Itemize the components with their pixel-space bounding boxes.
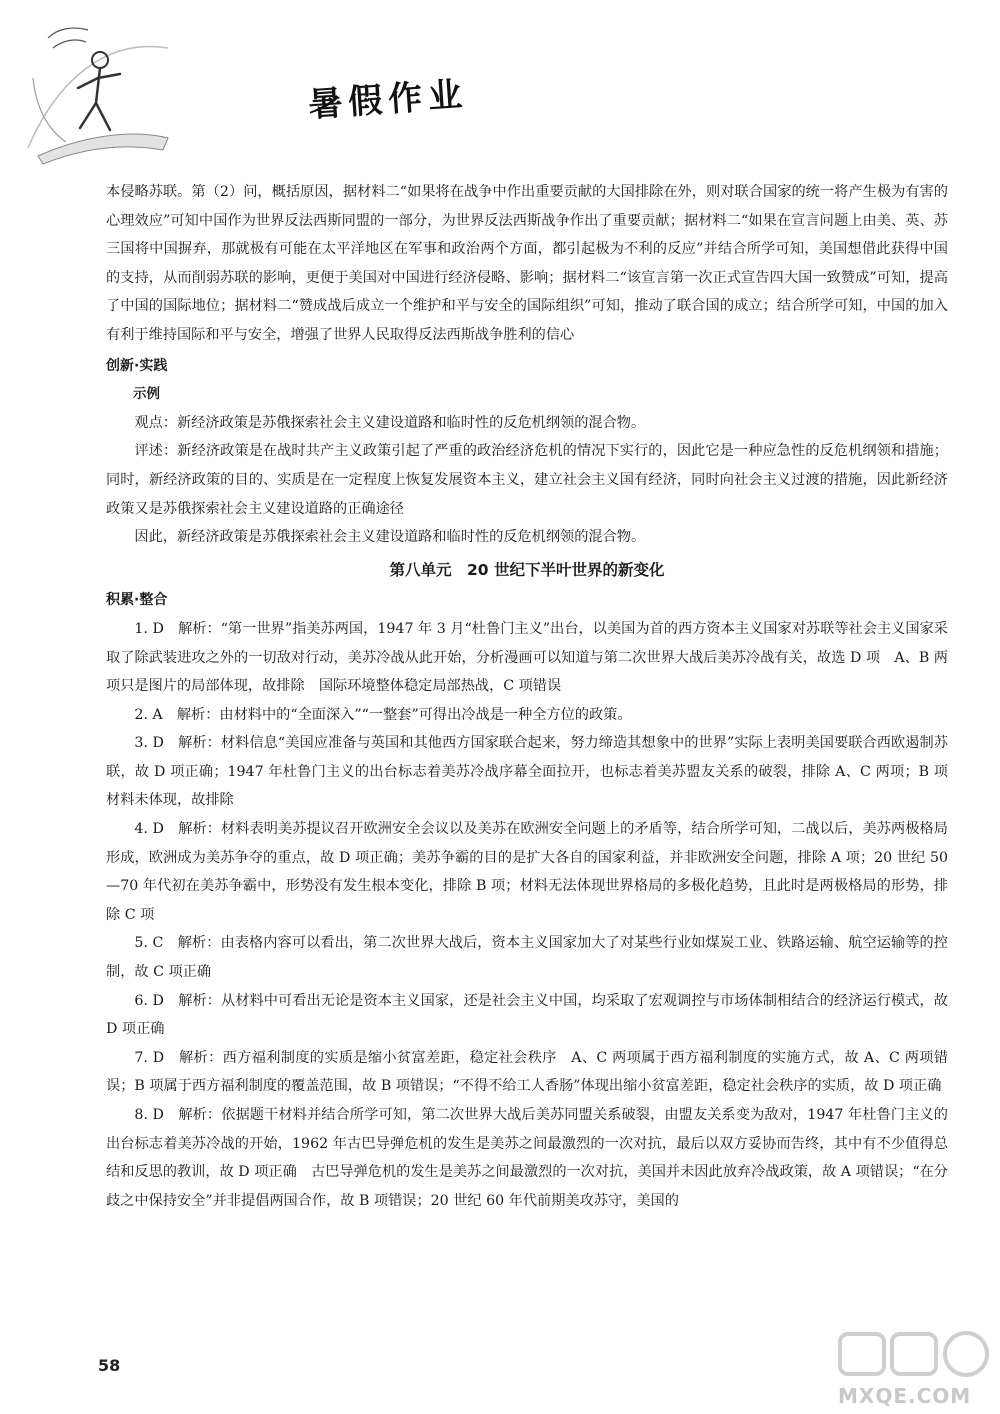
section-heading-innovation: 创新·实践 bbox=[106, 357, 168, 374]
viewpoint-paragraph: 观点：新经济政策是苏俄探索社会主义建设道路和临时性的反危机纲领的混合物。 bbox=[134, 414, 646, 431]
surfer-icon bbox=[18, 18, 178, 168]
answer-item: 5. C 解析：由表格内容可以看出，第二次世界大战后，资本主义国家加大了对某些行业如煤炭工业、铁路运输、航空运输等的控制，故 C 项正确 bbox=[106, 935, 948, 981]
unit-title: 第八单元 20 世纪下半叶世界的新变化 bbox=[389, 560, 665, 579]
answer-item: 1. D 解析：“第一世界”指美苏两国，1947 年 3 月“杜鲁门主义”出台，以美国为首的西方资本主义国家对苏联等社会主义国家采取了除武装进攻之外的一切敌对行动，美苏冷战从此开始，分析漫画可以知道与第二次世界大战后美苏冷战有关，故选 D 项 A、B 两项只是图片的局部体现，故排除 国际环境整体稳定局部热战，C 项错误 bbox=[106, 620, 948, 695]
answer-item: 4. D 解析：材料表明美苏提议召开欧洲安全会议以及美苏在欧洲安全问题上的矛盾等，结合所学可知，二战以后，美苏两极格局形成，欧洲成为美苏争夺的重点，故 D 项正确；美苏争霸的目的是扩大各自的国家利益，并非欧洲安全问题，排除 A 项；20 世纪 50—70 年代初在美苏争霸中，形势没有发生根本变化，排除 B 项；材料无法体现世界格局的多极化趋势，且此时是两极格局的形势，排除 C 项 bbox=[106, 821, 948, 923]
answer-item: 3. D 解析：材料信息“美国应准备与英国和其他西方国家联合起来，努力缔造其想象中的世界”实际上表明美国要联合西欧遏制苏联，故 D 项正确；1947 年杜鲁门主义的出台标志着美苏冷战序幕全面拉开，也标志着美苏盟友关系的破裂，排除 A、C 两项；B 项材料未体现，故排除 bbox=[106, 735, 948, 809]
example-label: 示例 bbox=[133, 386, 160, 403]
watermark-text: MXQE.COM bbox=[838, 1384, 972, 1408]
continued-answer-paragraph: 本侵略苏联。第（2）问，概括原因，据材料二“如果将在战争中作出重要贡献的大国排除在外，则对联合国家的统一将产生极为有害的心理效应”可知中国作为世界反法西斯同盟的一部分，为世界反法西斯战争作出了重要贡献；据材料二“如果在宣言问题上由美、英、苏三国将中国摒弃，那就极有可能在太平洋地区在军事和政治两个方面，都引起极为不利的反应”并结合所学可知，美国想借此获得中国的支持，从而削弱苏联的影响，更便于美国对中国进行经济侵略、影响；据材料二“该宣言第一次正式宣告四大国一致赞成”可知，提高了中国的国际地位；据材料二“赞成战后成立一个维护和平与安全的国际组织”可知，推动了联合国的成立；结合所学可知，中国的加入有利于维持国际和平与安全，增强了世界人民取得反法西斯战争胜利的信心 bbox=[106, 184, 948, 343]
page-number: 58 bbox=[98, 1356, 121, 1375]
answer-item: 2. A 解析：由材料中的“全面深入”“一整套”可得出冷战是一种全方位的政策。 bbox=[134, 706, 632, 723]
answer-item: 8. D 解析：依据题干材料并结合所学可知，第二次世界大战后美苏同盟关系破裂，由盟友关系变为敌对，1947 年杜鲁门主义的出台标志着美苏冷战的开始，1962 年古巴导弹危机的发生是美苏之间最激烈的一次对抗，最后以双方妥协而告终，其中有不少值得总结和反思的教训，故 D 项正确 古巴导弹危机的发生是美苏之间最激烈的一次对抗，美国并未因此放弃冷战政策，故 A 项错误；“在分歧之中保持安全”并非提倡两国合作，故 B 项错误；20 世纪 60 年代前期美攻苏守，美国的 bbox=[106, 1107, 948, 1209]
section-heading-accumulation: 积累·整合 bbox=[106, 592, 168, 609]
page-content bbox=[106, 178, 948, 1215]
answer-item: 7. D 解析：西方福利制度的实质是缩小贫富差距，稳定社会秩序 A、C 两项属于西方福利制度的实施方式，故 A、C 两项错误；B 项属于西方福利制度的覆盖范围，故 B 项错误；“不得不给工人香肠”体现出缩小贫富差距，稳定社会秩序的实质，故 D 项正确 bbox=[106, 1049, 948, 1095]
answer-item: 6. D 解析：从材料中可看出无论是资本主义国家，还是社会主义中国，均采取了宏观调控与市场体制相结合的经济运行模式，故 D 项正确 bbox=[106, 992, 948, 1038]
conclusion-paragraph: 因此，新经济政策是苏俄探索社会主义建设道路和临时性的反危机纲领的混合物。 bbox=[134, 529, 646, 546]
commentary-paragraph: 评述：新经济政策是在战时共产主义政策引起了严重的政治经济危机的情况下实行的，因此它是一种应急性的反危机纲领和措施；同时，新经济政策的目的、实质是在一定程度上恢复发展资本主义，建立社会主义国有经济，同时向社会主义过渡的措施，因此新经济政策又是苏俄探索社会主义建设道路的正确途径 bbox=[106, 443, 948, 517]
header-title: 暑假作业 bbox=[307, 74, 470, 126]
